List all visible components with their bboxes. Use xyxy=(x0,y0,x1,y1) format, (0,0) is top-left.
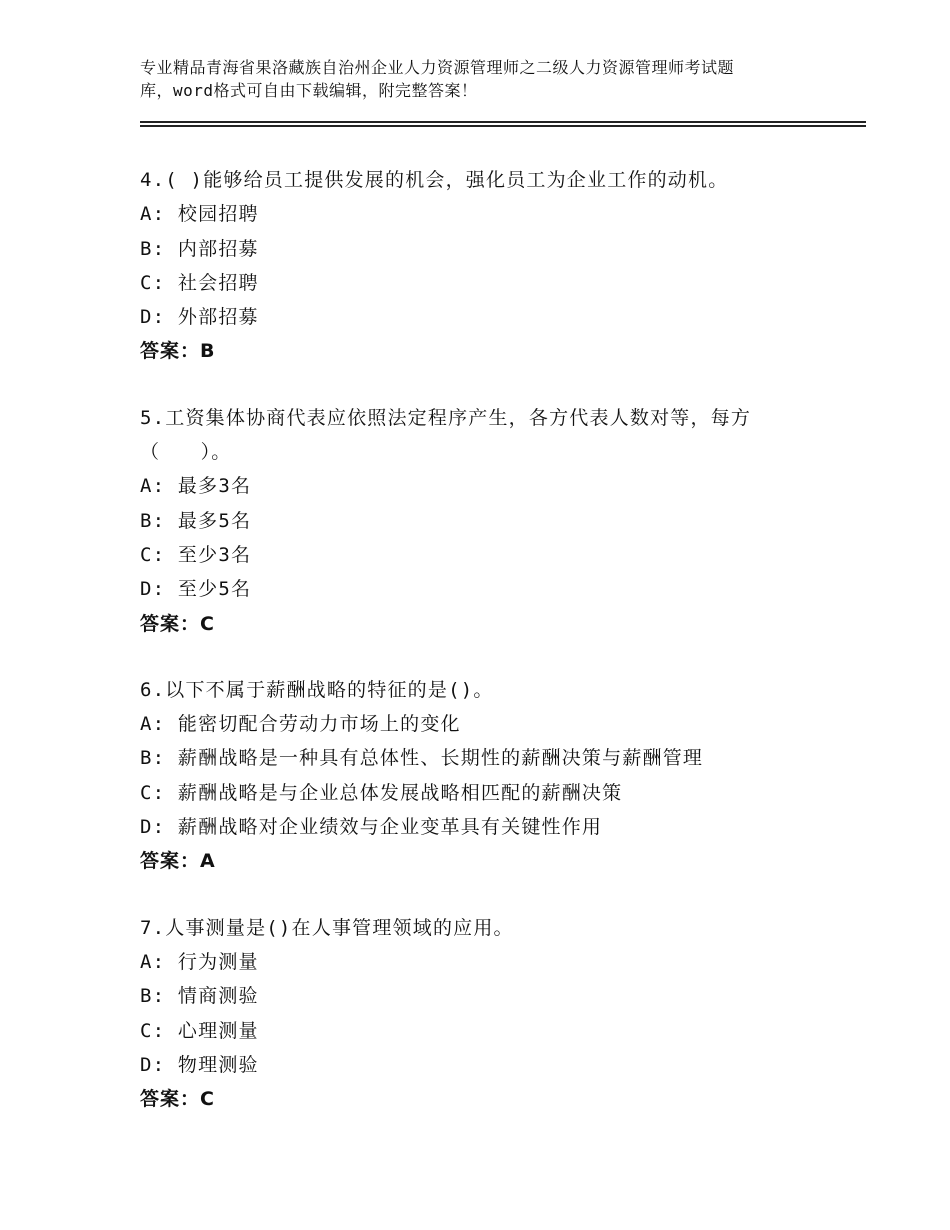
option-d: D: 物理测验 xyxy=(140,1053,259,1076)
header-divider-top xyxy=(140,121,866,123)
header-line-1: 专业精品青海省果洛藏族自治州企业人力资源管理师之二级人力资源管理师考试题 xyxy=(140,58,735,77)
question-stem-continued: （ ）。 xyxy=(140,441,232,464)
question-list xyxy=(140,163,840,1148)
header-line-2: 库，word格式可自由下载编辑，附完整答案！ xyxy=(140,81,478,100)
option-c: C: 至少3名 xyxy=(140,543,252,566)
option-b: B: 最多5名 xyxy=(140,509,252,532)
question-stem: 4.( )能够给员工提供发展的机会，强化员工为企业工作的动机。 xyxy=(140,169,729,191)
answer-label: 答案：C xyxy=(140,612,215,635)
question-4 xyxy=(140,163,840,369)
question-stem: 7.人事测量是()在人事管理领域的应用。 xyxy=(140,916,514,939)
option-b: B: 内部招募 xyxy=(140,237,259,260)
header-divider-bottom xyxy=(140,125,866,127)
option-c: C: 薪酬战略是与企业总体发展战略相匹配的薪酬决策 xyxy=(140,781,623,804)
option-b: B: 情商测验 xyxy=(140,985,259,1008)
option-d: D: 薪酬战略对企业绩效与企业变革具有关键性作用 xyxy=(140,816,603,839)
question-5 xyxy=(140,401,840,641)
option-c: C: 心理测量 xyxy=(140,1019,259,1042)
question-6 xyxy=(140,673,840,879)
question-stem: 6.以下不属于薪酬战略的特征的是()。 xyxy=(140,678,494,701)
option-d: D: 外部招募 xyxy=(140,306,259,329)
option-d: D: 至少5名 xyxy=(140,578,252,601)
answer-label: 答案：A xyxy=(140,850,216,873)
answer-label: 答案：C xyxy=(140,1088,215,1111)
option-a: A: 行为测量 xyxy=(140,950,259,973)
option-a: A: 能密切配合劳动力市场上的变化 xyxy=(140,713,461,736)
question-7 xyxy=(140,911,840,1117)
question-stem: 5.工资集体协商代表应依照法定程序产生，各方代表人数对等，每方 xyxy=(140,406,752,429)
option-c: C: 社会招聘 xyxy=(140,271,259,294)
answer-label: 答案：B xyxy=(140,340,216,363)
option-b: B: 薪酬战略是一种具有总体性、长期性的薪酬决策与薪酬管理 xyxy=(140,747,704,770)
option-a: A: 校园招聘 xyxy=(140,203,259,226)
option-a: A: 最多3名 xyxy=(140,475,252,498)
document-header xyxy=(140,56,830,102)
